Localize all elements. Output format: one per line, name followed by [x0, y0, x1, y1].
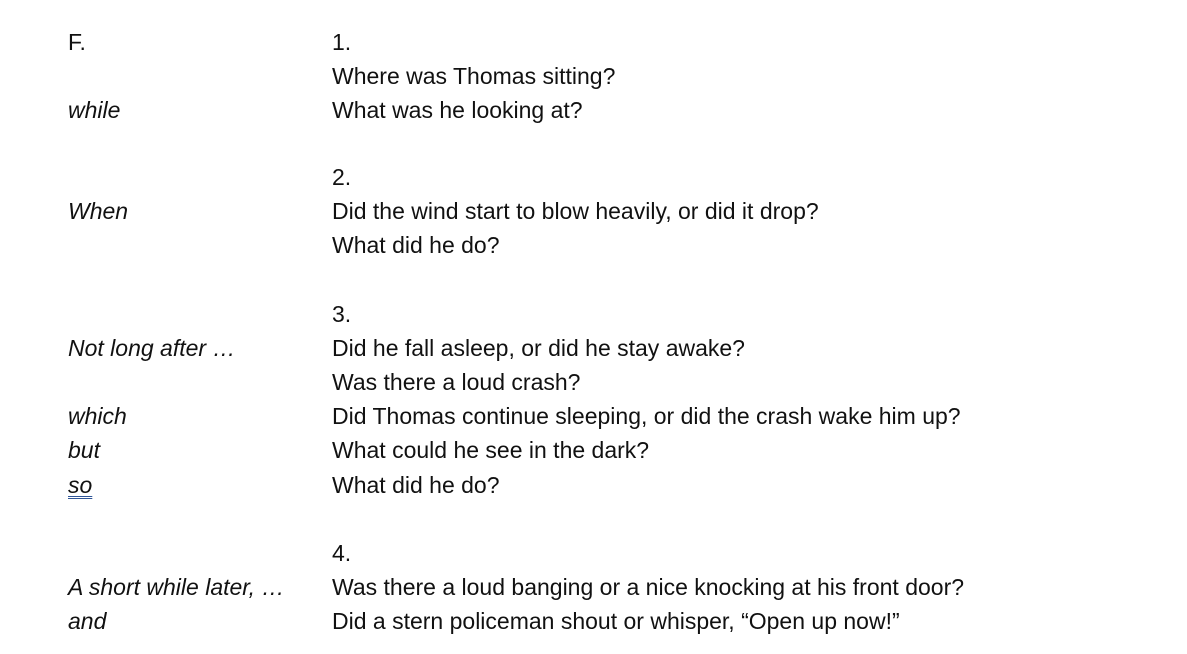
connector-not-long-after: Not long after …	[68, 335, 236, 361]
connector-but: but	[68, 437, 100, 463]
question-text: What could he see in the dark?	[332, 437, 650, 463]
connector-when: When	[68, 198, 129, 224]
group-number: 4.	[332, 540, 352, 566]
question-text: Was there a loud banging or a nice knocking at his front door?	[332, 574, 965, 600]
connector-and: and	[68, 608, 107, 634]
question-text: Was there a loud crash?	[332, 369, 581, 395]
connector-a-short-while-later: A short while later, …	[68, 574, 285, 600]
section-label: F.	[68, 29, 86, 55]
question-text: What did he do?	[332, 232, 500, 258]
question-text: What was he looking at?	[332, 97, 583, 123]
group-number: 1.	[332, 29, 352, 55]
question-text: Where was Thomas sitting?	[332, 63, 616, 89]
group-number: 3.	[332, 301, 352, 327]
question-text: Did the wind start to blow heavily, or did it drop?	[332, 198, 819, 224]
connector-which: which	[68, 403, 127, 429]
question-text: Did he fall asleep, or did he stay awake?	[332, 335, 745, 361]
connector-while: while	[68, 97, 121, 123]
question-text: Did Thomas continue sleeping, or did the crash wake him up?	[332, 403, 961, 429]
question-text: What did he do?	[332, 472, 500, 498]
group-number: 2.	[332, 164, 352, 190]
connector-so: so	[68, 472, 93, 498]
question-text: Did a stern policeman shout or whisper, “Open up now!”	[332, 608, 900, 634]
